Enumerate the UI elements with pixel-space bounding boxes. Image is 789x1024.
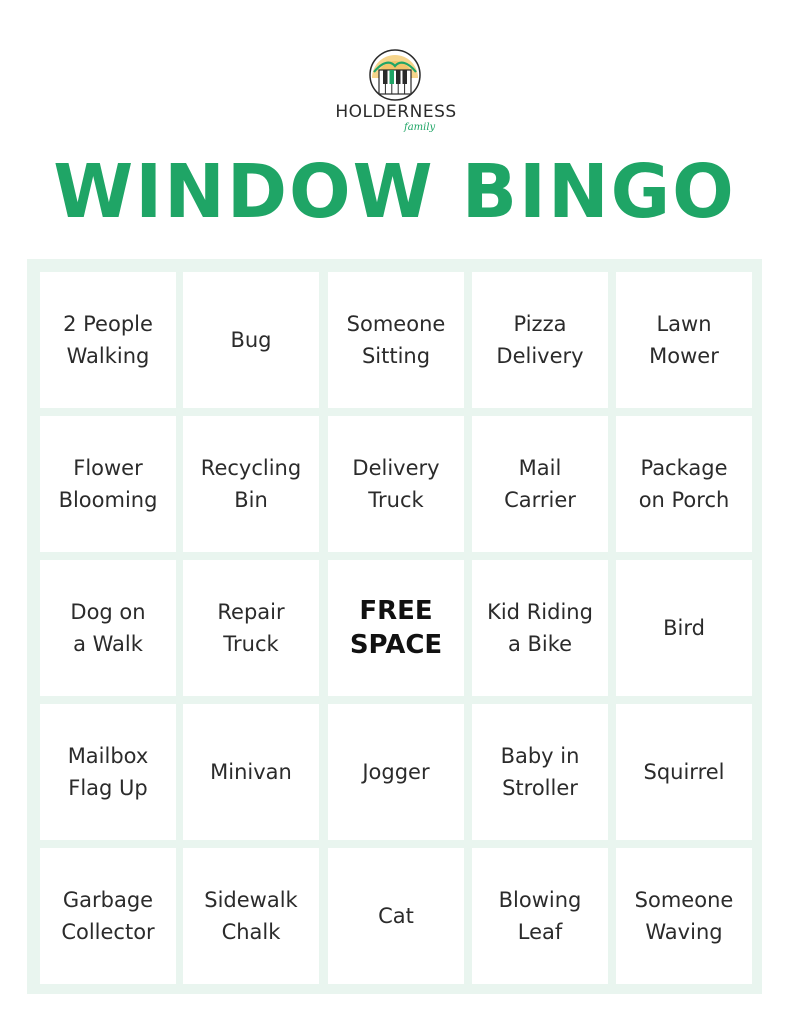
bingo-board <box>27 259 762 994</box>
bingo-cell-label: Cat <box>378 904 414 928</box>
bingo-cell-label: Bird <box>663 616 705 640</box>
bingo-cell[interactable] <box>472 704 608 840</box>
bingo-cell[interactable] <box>616 848 752 984</box>
bingo-cell[interactable] <box>40 416 176 552</box>
bingo-cell[interactable] <box>183 416 319 552</box>
bingo-cell-label: Flower Blooming <box>58 456 158 512</box>
bingo-cell[interactable] <box>616 272 752 408</box>
logo-wordmark: HOLDERNESS <box>335 102 457 122</box>
bingo-cell[interactable] <box>40 272 176 408</box>
bingo-cell[interactable] <box>183 560 319 696</box>
bingo-cell-label: Jogger <box>362 760 430 784</box>
bingo-cell-label: Lawn Mower <box>649 312 719 368</box>
bingo-cell[interactable] <box>183 704 319 840</box>
bingo-cell[interactable] <box>616 416 752 552</box>
bingo-cell[interactable] <box>616 560 752 696</box>
bingo-cell-label: Package on Porch <box>638 456 730 512</box>
bingo-cell-label: Baby in Stroller <box>500 744 580 800</box>
bingo-cell-label: Someone Sitting <box>346 312 446 368</box>
bingo-cell[interactable] <box>328 272 464 408</box>
bingo-cell-label: Pizza Delivery <box>496 312 584 368</box>
bingo-cell[interactable] <box>40 560 176 696</box>
holderness-logo <box>0 44 789 140</box>
bingo-free-space[interactable] <box>328 560 464 696</box>
bingo-cell-label: Minivan <box>210 760 292 784</box>
bingo-cell-label: Sidewalk Chalk <box>204 888 298 944</box>
bingo-cell[interactable] <box>328 848 464 984</box>
bingo-cell-label: Blowing Leaf <box>498 888 582 944</box>
bingo-cell-label: Mailbox Flag Up <box>67 744 149 800</box>
bingo-cell-label: Delivery Truck <box>352 456 440 512</box>
piano-sun-logo-icon <box>368 48 422 102</box>
bingo-cell[interactable] <box>616 704 752 840</box>
bingo-cell[interactable] <box>472 272 608 408</box>
bingo-cell[interactable] <box>472 848 608 984</box>
bingo-cell[interactable] <box>183 848 319 984</box>
bingo-cell-label: Someone Waving <box>634 888 734 944</box>
bingo-cell-label: 2 People Walking <box>63 312 153 368</box>
bingo-cell[interactable] <box>472 560 608 696</box>
page-title: WINDOW BINGO <box>53 149 736 235</box>
bingo-cell[interactable] <box>183 272 319 408</box>
bingo-cell-label: Mail Carrier <box>504 456 576 512</box>
bingo-cell-label: Repair Truck <box>217 600 285 656</box>
bingo-cell[interactable] <box>328 416 464 552</box>
logo-subtitle: family <box>404 122 436 133</box>
bingo-cell-label: Kid Riding a Bike <box>487 600 593 656</box>
bingo-cell-label: FREE SPACE <box>349 596 443 660</box>
bingo-cell-label: Squirrel <box>643 760 725 784</box>
bingo-cell-label: Bug <box>230 328 272 352</box>
bingo-cell[interactable] <box>40 704 176 840</box>
bingo-cell[interactable] <box>40 848 176 984</box>
bingo-cell[interactable] <box>328 704 464 840</box>
bingo-cell[interactable] <box>472 416 608 552</box>
bingo-cell-label: Garbage Collector <box>61 888 155 944</box>
bingo-cell-label: Dog on a Walk <box>70 600 146 656</box>
bingo-cell-label: Recycling Bin <box>200 456 302 512</box>
